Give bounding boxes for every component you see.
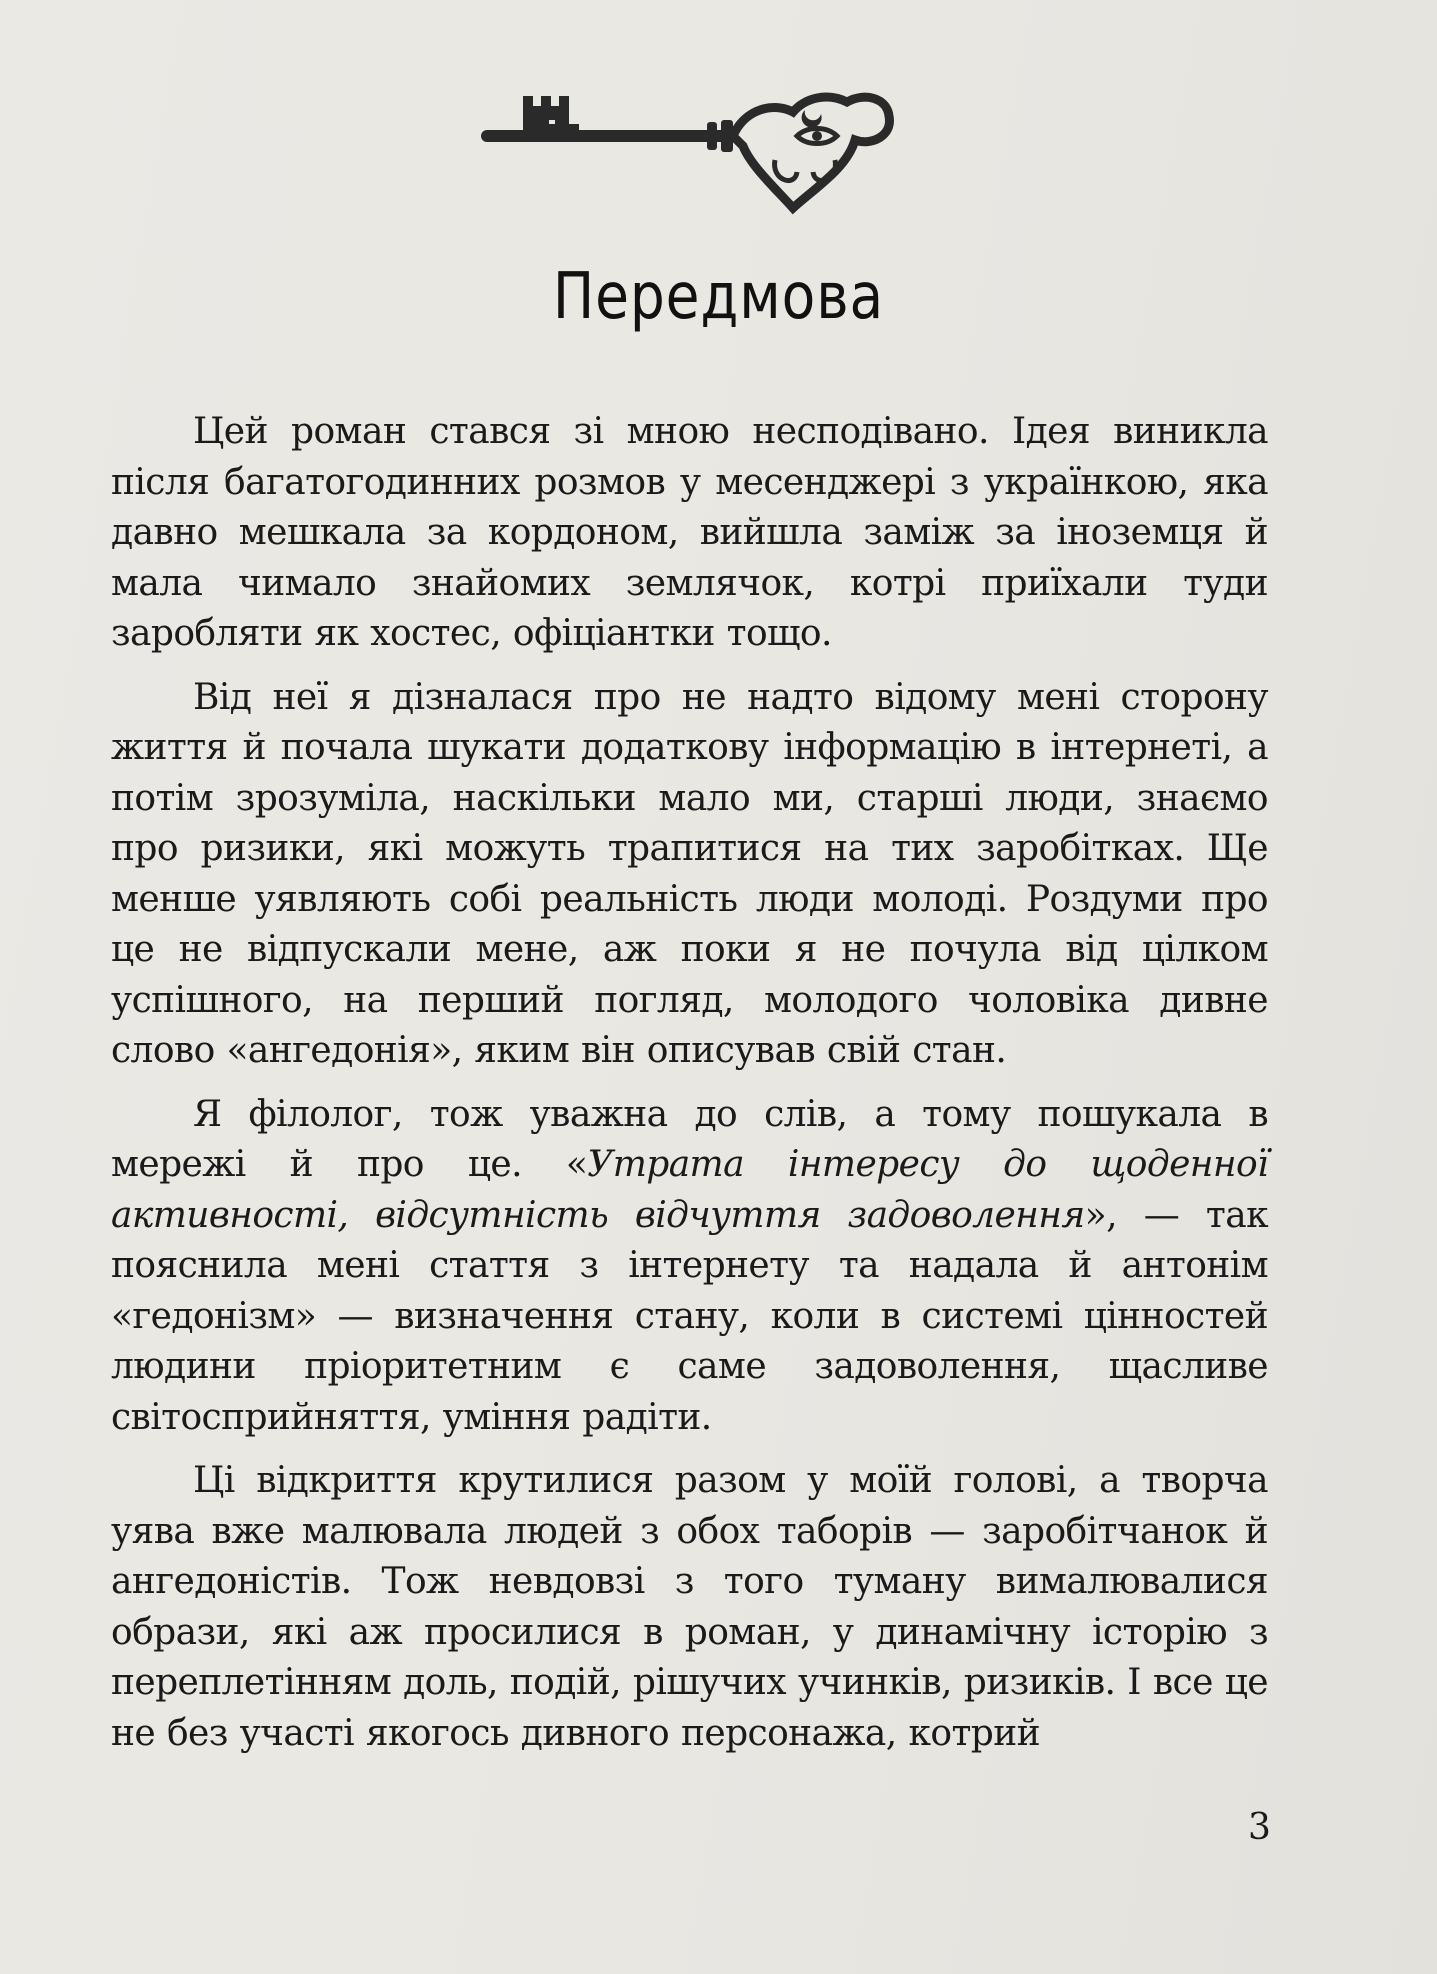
skeleton-key-icon xyxy=(475,88,905,218)
page-number: 3 xyxy=(1248,1807,1271,1848)
body-text xyxy=(111,407,1268,1772)
paragraph: Цей роман стався зі мною несподівано. Ідея виникла після багатогодинних розмов у месенджері з українкою, яка давно мешкала за кордоном, вийшла заміж за іноземця й мала чимало знайомих землячок, котрі приїхали туди заробляти як хостес, офіціантки тощо. xyxy=(111,411,1268,654)
paragraph: Ці відкриття крутилися разом у моїй голові, а творча уява вже малювала людей з обох таборів — заробітчанок й ангедоністів. Тож невдовзі з того туману вималювалися образи, які аж просилися в роман, у динамічну історію з переплетінням доль, подій, рішучих учинків, ризиків. І все це не без участі якогось дивного персонажа, котрий xyxy=(111,1460,1268,1754)
paragraph xyxy=(111,1090,1268,1444)
paragraph: Від неї я дізналася про не надто відому мені сторону життя й почала шукати додаткову інформацію в інтернеті, а потім зрозуміла, наскільки мало ми, старші люди, знаємо про ризики, які можуть трапитися на тих заробітках. Ще менше уявляють собі реальність люди молоді. Роздуми про це не відпускали мене, аж поки я не почула від цілком успішного, на перший погляд, молодого чоловіка дивне слово «ангедонія», яким він описував свій стан. xyxy=(111,676,1268,1071)
paragraph-text: Я філолог, тож уважна до слів, а тому пошукала в мережі й про це. « xyxy=(111,1093,1268,1185)
paragraph-text: », — так пояснила мені стаття з інтернету та надала й антонім «гедонізм» — визначення стану, коли в системі цінностей людини пріоритетним є саме задоволення, щасливе світосприйняття, уміння радіти. xyxy=(111,1194,1269,1438)
chapter-title: Передмова xyxy=(552,260,885,334)
italic-quote: Утрата інтересу до щоденної активності, відсутність відчуття задоволення xyxy=(111,1144,1268,1236)
